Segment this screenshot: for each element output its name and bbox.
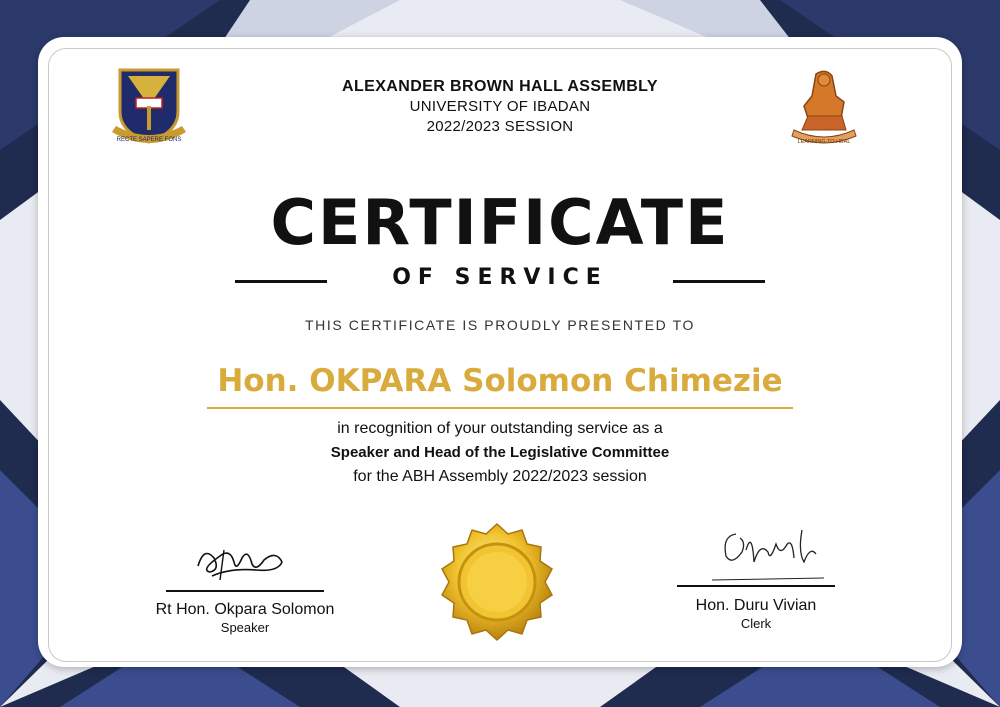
certificate-subtitle: OF SERVICE [392, 265, 608, 290]
university-name: UNIVERSITY OF IBADAN [409, 98, 591, 115]
recognition-role: Speaker and Head of the Legislative Committee [330, 444, 670, 461]
recipient-name: Hon. OKPARA Solomon Chimezie [217, 363, 783, 399]
title-divider-right [673, 280, 765, 283]
speaker-name: Rt Hon. Okpara Solomon [155, 601, 335, 618]
speaker-signature [190, 536, 290, 590]
organization-name: ALEXANDER BROWN HALL ASSEMBLY [342, 78, 658, 95]
recognition-line: in recognition of your outstanding service as a [337, 420, 663, 437]
clerk-signature-line [677, 585, 835, 587]
right-logo-motto: LEARNING TO HEAL [797, 139, 851, 145]
certificate-title: CERTIFICATE [270, 186, 730, 259]
clerk-role: Clerk [740, 616, 772, 631]
gold-seal-icon [432, 520, 562, 648]
speaker-role: Speaker [220, 620, 270, 635]
clerk-name: Hon. Duru Vivian [695, 597, 817, 614]
left-logo-motto: RECTE SAPERE FONS [116, 137, 182, 143]
speaker-signature-line [166, 590, 324, 592]
clerk-signature [706, 522, 826, 584]
recipient-underline [207, 407, 793, 409]
recognition-session-line: for the ABH Assembly 2022/2023 session [353, 468, 647, 485]
session-label: 2022/2023 SESSION [426, 118, 574, 135]
presented-to-text: THIS CERTIFICATE IS PROUDLY PRESENTED TO [305, 317, 695, 333]
